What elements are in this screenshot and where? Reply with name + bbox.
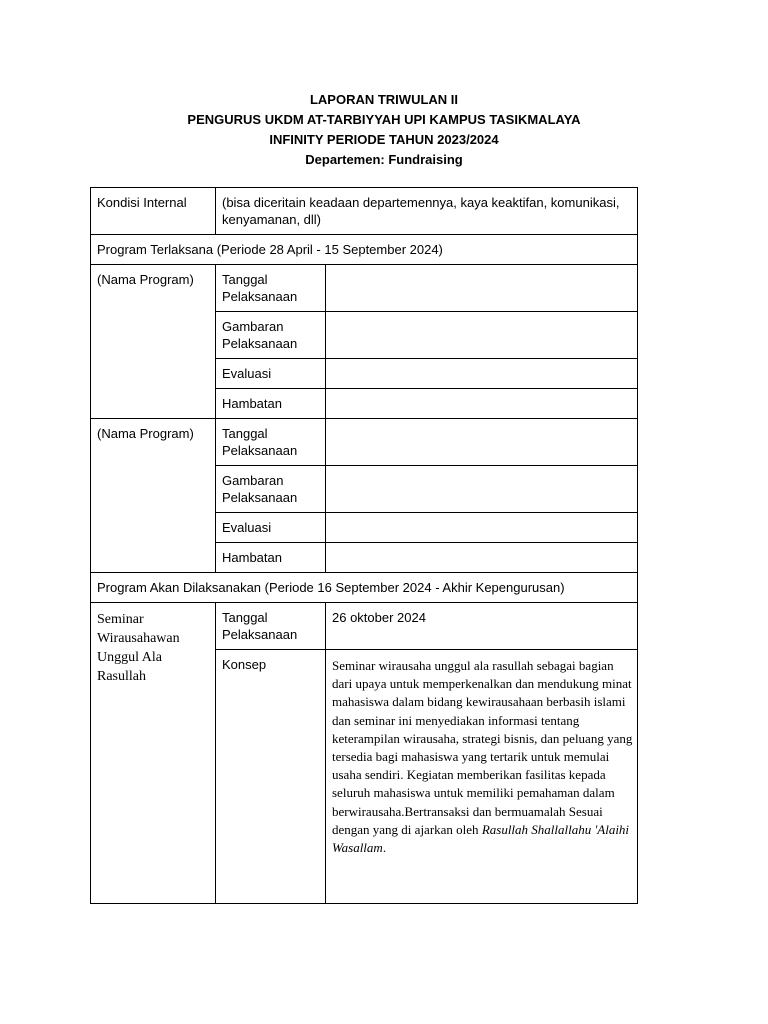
program-2-evaluasi-value [326,513,638,543]
program-2-evaluasi-label: Evaluasi [216,513,326,543]
konsep-end: . [382,840,387,856]
program-1-hambatan-value [326,389,638,419]
program-2-tanggal-value [326,419,638,466]
program-1-tanggal-row [91,265,638,312]
seminar-konsep-label: Konsep [216,650,326,904]
report-title: LAPORAN TRIWULAN II [309,92,459,107]
kondisi-row [91,188,638,235]
konsep-italic-name: Rasullah Shallallahu 'Alaihi Wasallam [332,821,630,856]
akan-section-title: Program Akan Dilaksanakan (Periode 16 September 2024 - Akhir Kepengurusan) [91,573,638,603]
program-1-name: (Nama Program) [91,265,216,419]
program-1-evaluasi-label: Evaluasi [216,359,326,389]
program-2-tanggal-label: Tanggal Pelaksanaan [216,419,326,466]
program-1-evaluasi-value [326,359,638,389]
seminar-tanggal-row [91,603,638,650]
program-2-hambatan-value [326,543,638,573]
department-name: Departemen: Fundraising [305,152,463,167]
program-1-tanggal-label: Tanggal Pelaksanaan [216,265,326,312]
report-header [0,90,768,170]
seminar-program-name: Seminar Wirausahawan Unggul Ala Rasullah [91,603,216,904]
seminar-tanggal-label: Tanggal Pelaksanaan [216,603,326,650]
program-2-tanggal-row [91,419,638,466]
akan-section-row [91,573,638,603]
terlaksana-section-title: Program Terlaksana (Periode 28 April - 15 September 2024) [91,235,638,265]
report-table [90,187,638,904]
kondisi-label: Kondisi Internal [91,188,216,235]
organization-name: PENGURUS UKDM AT-TARBIYYAH UPI KAMPUS TASIKMALAYA [187,112,581,127]
seminar-konsep-text [326,650,638,904]
program-1-tanggal-value [326,265,638,312]
program-1-gambaran-label: Gambaran Pelaksanaan [216,312,326,359]
program-1-hambatan-label: Hambatan [216,389,326,419]
seminar-tanggal-value: 26 oktober 2024 [326,603,638,650]
konsep-body: Seminar wirausaha unggul ala rasullah sebagai bagian dari upaya untuk memperkenalkan dan mendukung minat mahasiswa dalam bidang kewirausahaan berbasih islami dan seminar ini menyediakan informasi tentang keterampilan wirausaha, strategi bisnis, dan peluang yang tersedia bagi mahasiswa yang tertarik untuk memulai usaha sendiri. Kegiatan memberikan fasilitas kepada seluruh mahasiswa untuk memiliki pemahaman dalam berwirausaha.Bertransaksi dan bermuamalah Sesuai dengan yang di ajarkan oleh [332,658,633,837]
period-title: INFINITY PERIODE TAHUN 2023/2024 [269,132,499,147]
program-1-gambaran-value [326,312,638,359]
program-2-gambaran-value [326,466,638,513]
program-2-gambaran-label: Gambaran Pelaksanaan [216,466,326,513]
terlaksana-section-row [91,235,638,265]
program-2-hambatan-label: Hambatan [216,543,326,573]
program-2-name: (Nama Program) [91,419,216,573]
kondisi-value: (bisa diceritain keadaan departemennya, kaya keaktifan, komunikasi, kenyamanan, dll) [216,188,638,235]
